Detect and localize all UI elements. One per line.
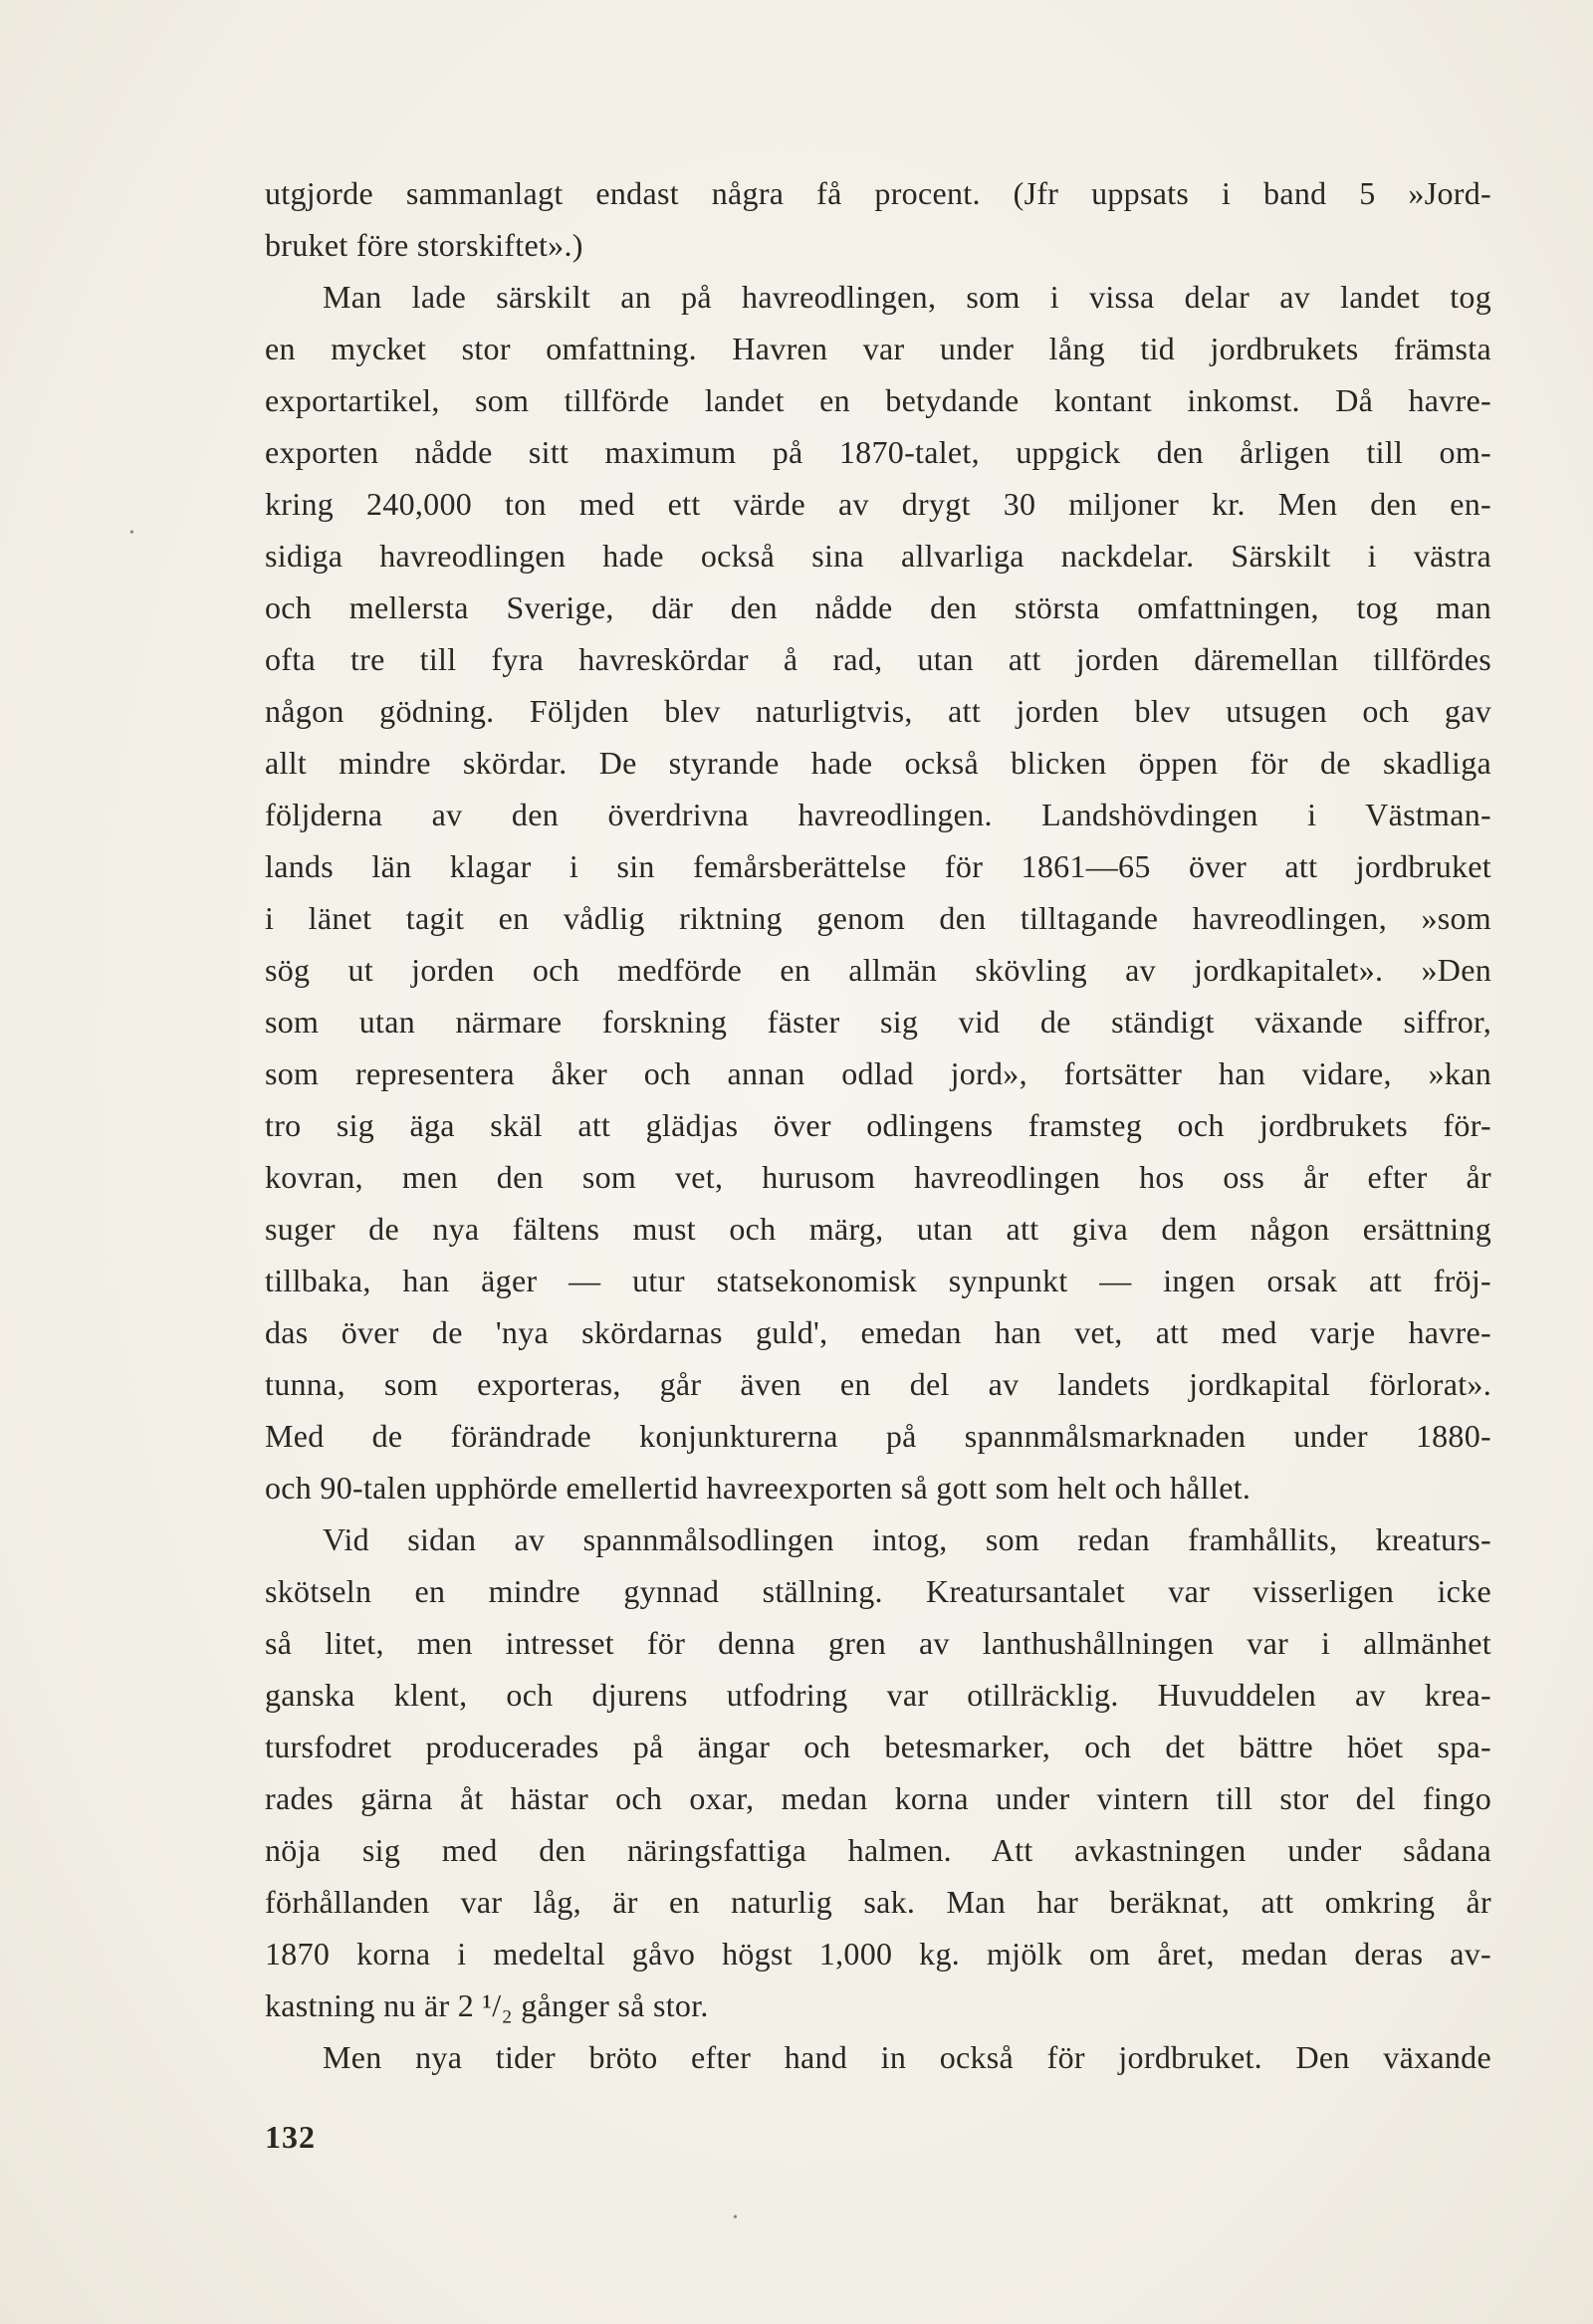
text-line: utgjorde sammanlagt endast några få procent. (Jfr uppsats i band 5 »Jord-	[265, 175, 1491, 211]
text-line: ofta tre till fyra havreskördar å rad, utan att jorden däremellan tillfördes	[265, 641, 1491, 677]
text-line: ganska klent, och djurens utfodring var otillräcklig. Huvuddelen av krea-	[265, 1677, 1491, 1713]
text-line: exporten nådde sitt maximum på 1870-talet, uppgick den årligen till om-	[265, 434, 1491, 470]
text-line: förhållanden var låg, är en naturlig sak. Man har beräknat, att omkring år	[265, 1884, 1491, 1920]
text-line: sög ut jorden och medförde en allmän skövling av jordkapitalet». »Den	[265, 952, 1491, 988]
text-line: en mycket stor omfattning. Havren var under lång tid jordbrukets främsta	[265, 331, 1491, 366]
text-line: i länet tagit en vådlig riktning genom den tilltagande havreodlingen, »som	[265, 900, 1491, 936]
text-line: skötseln en mindre gynnad ställning. Kreatursantalet var visserligen icke	[265, 1573, 1491, 1609]
paragraph-start-line: Vid sidan av spannmålsodlingen intog, som redan framhållits, kreaturs-	[323, 1521, 1491, 1557]
text-line: 1870 korna i medeltal gåvo högst 1,000 kg. mjölk om året, medan deras av-	[265, 1936, 1491, 1972]
text-line: så litet, men intresset för denna gren av lanthushållningen var i allmänhet	[265, 1625, 1491, 1661]
paragraph-start-line: Men nya tider bröto efter hand in också för jordbruket. Den växande	[323, 2039, 1491, 2075]
text-line: das över de 'nya skördarnas guld', emedan han vet, att med varje havre-	[265, 1314, 1491, 1350]
text-line: allt mindre skördar. De styrande hade också blicken öppen för de skadliga	[265, 745, 1491, 781]
text-line: exportartikel, som tillförde landet en betydande kontant inkomst. Då havre-	[265, 382, 1491, 418]
text-line: som utan närmare forskning fäster sig vid de ständigt växande siffror,	[265, 1004, 1491, 1040]
text-line: kastning nu är 2 ¹/₂ gånger så stor.	[265, 1987, 709, 2023]
paragraph-start-line: Man lade särskilt an på havreodlingen, som i vissa delar av landet tog	[323, 279, 1491, 315]
text-line: tursfodret producerades på ängar och betesmarker, och det bättre höet spa-	[265, 1729, 1491, 1764]
text-line: rades gärna åt hästar och oxar, medan korna under vintern till stor del fingo	[265, 1780, 1491, 1816]
body-text	[265, 167, 1491, 2083]
text-line: tro sig äga skäl att glädjas över odlingens framsteg och jordbrukets för-	[265, 1107, 1491, 1143]
text-line: lands län klagar i sin femårsberättelse för 1861—65 över att jordbruket	[265, 848, 1491, 884]
text-line: och mellersta Sverige, där den nådde den största omfattningen, tog man	[265, 589, 1491, 625]
text-line: sidiga havreodlingen hade också sina allvarliga nackdelar. Särskilt i västra	[265, 538, 1491, 574]
text-line: bruket före storskiftet».)	[265, 227, 583, 263]
text-line: någon gödning. Följden blev naturligtvis, att jorden blev utsugen och gav	[265, 693, 1491, 729]
text-line: följderna av den överdrivna havreodlingen. Landshövdingen i Västman-	[265, 797, 1491, 832]
paper-speck: •	[733, 2210, 738, 2225]
page-number: 132	[265, 2119, 316, 2155]
text-line: Med de förändrade konjunkturerna på spannmålsmarknaden under 1880-	[265, 1418, 1491, 1454]
text-line: kovran, men den som vet, hurusom havreodlingen hos oss år efter år	[265, 1159, 1491, 1195]
text-line: suger de nya fältens must och märg, utan att giva dem någon ersättning	[265, 1211, 1491, 1247]
paper-speck: •	[129, 526, 134, 541]
text-line: och 90-talen upphörde emellertid havreexporten så gott som helt och hållet.	[265, 1470, 1252, 1506]
text-line: tunna, som exporteras, går även en del av landets jordkapital förlorat».	[265, 1366, 1491, 1402]
text-line: som representera åker och annan odlad jord», fortsätter han vidare, »kan	[265, 1055, 1491, 1091]
text-line: nöja sig med den näringsfattiga halmen. Att avkastningen under sådana	[265, 1832, 1491, 1868]
text-line: tillbaka, han äger — utur statsekonomisk synpunkt — ingen orsak att fröj-	[265, 1263, 1491, 1298]
text-line: kring 240,000 ton med ett värde av drygt 30 miljoner kr. Men den en-	[265, 486, 1491, 522]
